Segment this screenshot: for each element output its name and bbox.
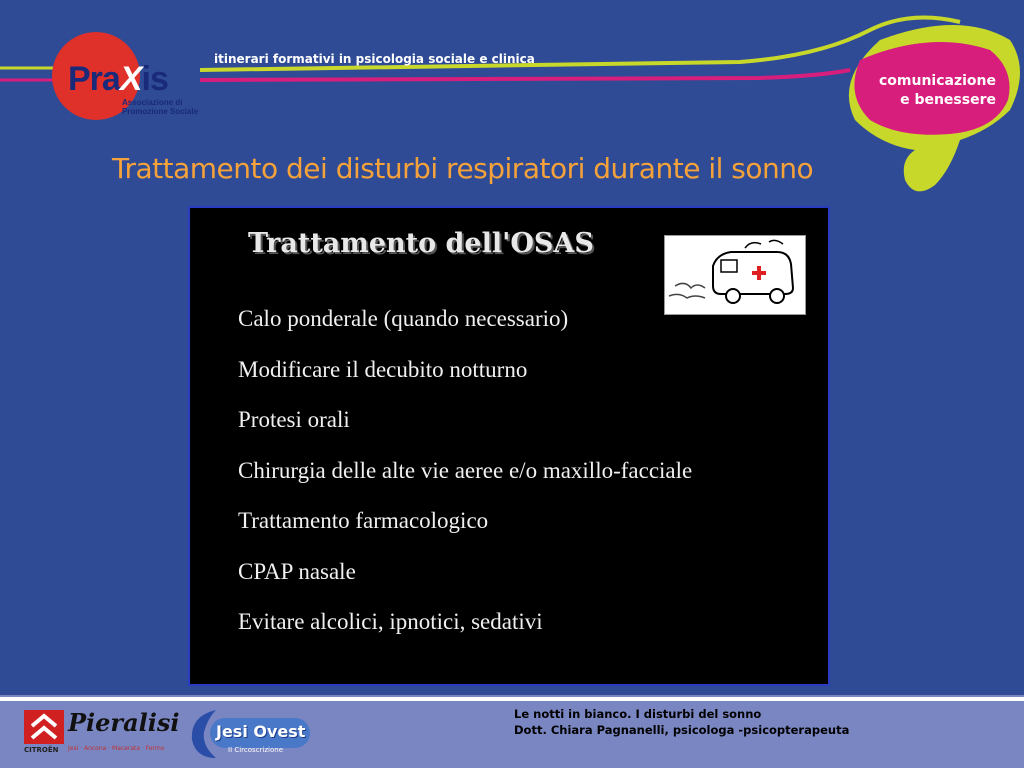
logo-text-main: Pra <box>68 60 120 98</box>
praxis-logo <box>68 60 168 99</box>
jesi-ovest-subtitle: II Circoscrizione <box>228 746 284 754</box>
citroen-logo-icon <box>24 710 64 744</box>
ambulance-icon <box>665 236 805 314</box>
list-item: Protesi orali <box>238 407 350 432</box>
list-item: Modificare il decubito notturno <box>238 356 528 382</box>
ambulance-image <box>664 235 806 315</box>
slide-bullet-list <box>238 306 692 660</box>
slide-image <box>188 206 830 686</box>
footer-line-1: Le notti in bianco. I disturbi del sonno <box>514 707 762 721</box>
page-title: Trattamento dei disturbi respiratori durante il sonno <box>112 152 814 185</box>
list-item: CPAP nasale <box>238 558 356 584</box>
logo-subtitle: Associazione di Promozione Sociale <box>122 98 199 116</box>
citroen-label: CITROËN <box>24 746 59 754</box>
pieralisi-subtitle: Jesi · Ancona · Macerata · Fermo <box>68 745 165 752</box>
header-tagline: itinerari formativi in psicologia sociale e clinica <box>214 52 535 66</box>
brand-line-1: comunicazione <box>878 73 996 89</box>
slide-title: Trattamento dell'OSAS <box>248 228 594 259</box>
footer-credits <box>514 706 849 738</box>
logo-text-end: is <box>141 60 168 98</box>
list-item: Trattamento farmacologico <box>238 508 489 533</box>
footer-line-2: Dott. Chiara Pagnanelli, psicologa -psicopterapeuta <box>514 723 850 737</box>
brand-comunicazione-benessere <box>840 72 996 110</box>
list-item: Chirurgia delle alte vie aeree e/o maxillo-facciale <box>238 457 693 483</box>
logo-text-x: X <box>119 60 142 98</box>
list-item: Calo ponderale (quando necessario) <box>238 306 569 331</box>
pieralisi-logo: Pieralisi <box>68 708 180 737</box>
list-item: Evitare alcolici, ipnotici, sedativi <box>238 609 543 634</box>
brand-line-2: e benessere <box>900 92 996 108</box>
jesi-ovest-name: Jesi Ovest <box>216 722 306 741</box>
footer-divider <box>0 697 1024 701</box>
